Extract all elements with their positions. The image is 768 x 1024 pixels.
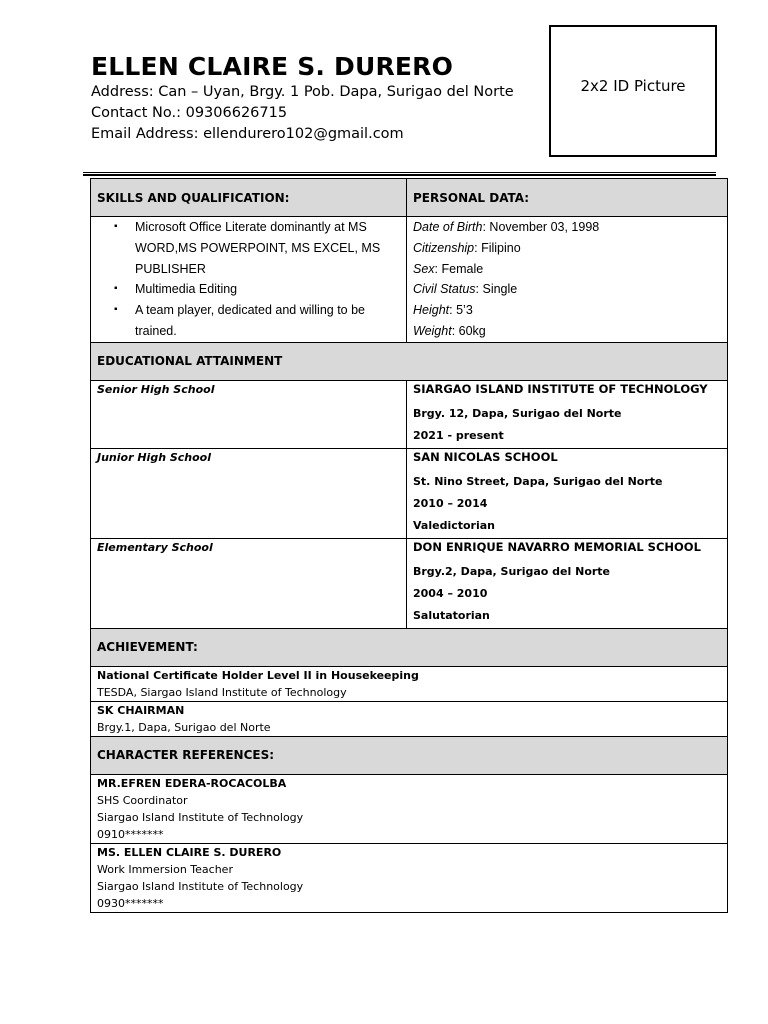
achievement-title: National Certificate Holder Level II in Housekeeping xyxy=(97,668,419,682)
achievement-detail: Brgy.1, Dapa, Surigao del Norte xyxy=(97,720,271,734)
school-address: St. Nino Street, Dapa, Surigao del Norte xyxy=(413,474,663,488)
personal-row-sex: Sex: Female xyxy=(413,261,484,276)
school-address: Brgy. 12, Dapa, Surigao del Norte xyxy=(413,406,622,420)
reference-position: Work Immersion Teacher xyxy=(97,862,233,876)
personal-data-cell xyxy=(407,217,728,343)
school-years: 2004 – 2010 xyxy=(413,586,488,600)
personal-row-citizenship: Citizenship: Filipino xyxy=(413,240,521,255)
school-years: 2021 - present xyxy=(413,428,504,442)
education-heading: EDUCATIONAL ATTAINMENT xyxy=(91,342,728,380)
school-years: 2010 – 2014 xyxy=(413,496,488,510)
skill-item: ▪ Microsoft Office Literate dominantly at MS WORD,MS POWERPOINT, MS EXCEL, MS PUBLISHER xyxy=(135,217,400,279)
school-name: SAN NICOLAS SCHOOL xyxy=(413,449,558,464)
photo-placeholder-label: 2x2 ID Picture xyxy=(580,77,686,95)
reference-phone: 0930******* xyxy=(97,896,164,910)
personal-data-heading: PERSONAL DATA: xyxy=(407,179,728,217)
reference-item xyxy=(91,843,728,912)
applicant-name: ELLEN CLAIRE S. DURERO xyxy=(91,52,454,81)
school-name: DON ENRIQUE NAVARRO MEMORIAL SCHOOL xyxy=(413,539,701,554)
education-level: Junior High School xyxy=(91,448,407,538)
reference-name: MS. ELLEN CLAIRE S. DURERO xyxy=(97,845,282,859)
header-divider-thin xyxy=(83,172,716,173)
reference-position: SHS Coordinator xyxy=(97,793,188,807)
resume-header xyxy=(91,52,541,145)
achievement-item xyxy=(91,666,728,701)
contact-line: Contact No.: 09306626715 xyxy=(91,105,288,121)
reference-name: MR.EFREN EDERA-ROCACOLBA xyxy=(97,776,287,790)
id-photo-placeholder xyxy=(549,25,717,157)
education-level: Senior High School xyxy=(91,380,407,448)
achievement-title: SK CHAIRMAN xyxy=(97,703,185,717)
education-level: Elementary School xyxy=(91,538,407,628)
address-line: Address: Can – Uyan, Brgy. 1 Pob. Dapa, Surigao del Norte xyxy=(91,84,514,100)
achievement-heading: ACHIEVEMENT: xyxy=(91,628,728,666)
skills-cell xyxy=(91,217,407,343)
header-divider-thick xyxy=(83,174,716,176)
school-honor: Valedictorian xyxy=(413,518,495,532)
personal-row-dob: Date of Birth: November 03, 1998 xyxy=(413,220,600,234)
resume-table xyxy=(90,178,728,913)
achievement-detail: TESDA, Siargao Island Institute of Technology xyxy=(97,685,347,699)
skill-item: ▪ Multimedia Editing xyxy=(135,279,400,300)
education-detail xyxy=(407,380,728,448)
skills-heading: SKILLS AND QUALIFICATION: xyxy=(91,179,407,217)
achievement-item xyxy=(91,701,728,736)
skill-item: ▪ A team player, dedicated and willing to be trained. xyxy=(135,300,400,342)
personal-row-weight: Weight: 60kg xyxy=(413,323,486,338)
reference-org: Siargao Island Institute of Technology xyxy=(97,810,304,824)
skills-list xyxy=(97,217,400,342)
school-name: SIARGAO ISLAND INSTITUTE OF TECHNOLOGY xyxy=(413,381,708,396)
reference-item xyxy=(91,774,728,843)
references-heading: CHARACTER REFERENCES: xyxy=(91,736,728,774)
education-detail xyxy=(407,448,728,538)
email-line: Email Address: ellendurero102@gmail.com xyxy=(91,126,404,142)
personal-row-civil-status: Civil Status: Single xyxy=(413,282,518,297)
school-address: Brgy.2, Dapa, Surigao del Norte xyxy=(413,564,611,578)
school-honor: Salutatorian xyxy=(413,608,490,622)
personal-row-height: Height: 5’3 xyxy=(413,303,473,318)
education-detail xyxy=(407,538,728,628)
reference-org: Siargao Island Institute of Technology xyxy=(97,879,304,893)
reference-phone: 0910******* xyxy=(97,827,164,841)
